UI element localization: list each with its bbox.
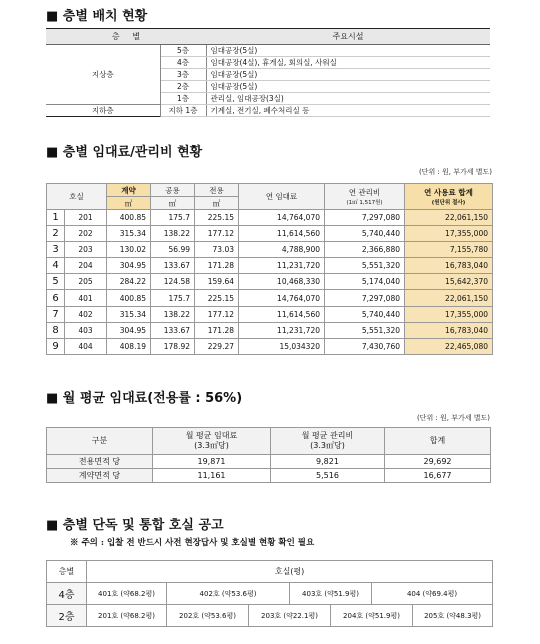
facility-cell: 관리실, 임대공장(3실): [206, 93, 490, 105]
facility-cell: 임대공장(5실): [206, 69, 490, 81]
floor-header: 층별: [47, 561, 87, 583]
total-cell: 16,677: [385, 469, 491, 483]
annual-rent-cell: 14,764,070: [239, 290, 325, 306]
common-area-cell: 175.7: [151, 210, 195, 226]
annual-mgmt-cell: 5,551,320: [325, 322, 405, 338]
row-index: 2: [47, 226, 65, 242]
unit-header: ㎡: [151, 197, 195, 210]
exclusive-area-cell: 177.12: [195, 226, 239, 242]
row-index: 5: [47, 274, 65, 290]
exclusive-area-cell: 225.15: [195, 210, 239, 226]
floor-cell: 3층: [160, 69, 206, 81]
common-header: 공용: [151, 184, 195, 197]
facility-cell: 임대공장(5실): [206, 81, 490, 93]
table-row: [47, 210, 493, 226]
floor-cell: 5층: [160, 45, 206, 57]
table-row: [47, 469, 491, 483]
table-row: [47, 338, 493, 354]
total-cell: 29,692: [385, 455, 491, 469]
exclusive-area-cell: 159.64: [195, 274, 239, 290]
room-cell: 201호 (약68.2평): [87, 605, 167, 627]
annual-total-cell: 15,642,370: [405, 274, 493, 290]
annual-total-cell: 22,061,150: [405, 210, 493, 226]
facility-header: 주요시설: [206, 29, 490, 45]
annual-total-cell: 16,783,040: [405, 258, 493, 274]
floor-cell: 2층: [160, 81, 206, 93]
rent-status-unit: (단위 : 원, 부가세 별도): [418, 168, 492, 176]
table-row: [47, 242, 493, 258]
room-notice-table: [46, 560, 493, 627]
room-cell: 403: [65, 322, 107, 338]
row-index: 1: [47, 210, 65, 226]
room-cell: 205: [65, 274, 107, 290]
basement-label: 지하층: [46, 105, 160, 117]
facility-cell: 임대공장(4실), 휴게실, 회의실, 사워실: [206, 57, 490, 69]
contract-area-cell: 315.34: [107, 306, 151, 322]
room-cell: 205호 (약48.3평): [413, 605, 493, 627]
contract-header: 계약: [107, 184, 151, 197]
monthly-rent-header: 월 평균 임대료 (3.3㎡당): [153, 428, 271, 455]
annual-rent-cell: 11,614,560: [239, 306, 325, 322]
annual-mgmt-cell: 7,297,080: [325, 210, 405, 226]
room-cell: 204호 (약51.9평): [331, 605, 413, 627]
room-cell: 202: [65, 226, 107, 242]
annual-mgmt-cell: 5,740,440: [325, 306, 405, 322]
unit-header: ㎡: [195, 197, 239, 210]
exclusive-header: 전용: [195, 184, 239, 197]
floor-layout-title: ■ 층별 배치 현황: [46, 9, 148, 24]
floor-cell: 2층: [47, 605, 87, 627]
rooms-header: 호실(평): [87, 561, 493, 583]
monthly-mgmt-header: 월 평균 관리비 (3.3㎡당): [271, 428, 385, 455]
common-area-cell: 138.22: [151, 306, 195, 322]
floor-cell: 1층: [160, 93, 206, 105]
room-cell: 403호 (약51.9평): [290, 583, 372, 605]
exclusive-area-cell: 171.28: [195, 322, 239, 338]
annual-rent-cell: 15,034320: [239, 338, 325, 354]
annual-total-header: 연 사용료 합계 (원단위 절사): [405, 184, 493, 210]
floor-header: 층 별: [46, 29, 206, 45]
annual-rent-cell: 10,468,330: [239, 274, 325, 290]
table-row: [47, 226, 493, 242]
table-row: [47, 583, 493, 605]
ground-floor-label: 지상층: [46, 45, 160, 105]
annual-rent-cell: 11,614,560: [239, 226, 325, 242]
common-area-cell: 133.67: [151, 322, 195, 338]
exclusive-area-cell: 229.27: [195, 338, 239, 354]
room-cell: 402호 (약53.6평): [167, 583, 290, 605]
row-index: 7: [47, 306, 65, 322]
rent-status-table: [46, 183, 493, 355]
common-area-cell: 175.7: [151, 290, 195, 306]
facility-cell: 기계실, 전기실, 폐수처리실 등: [206, 105, 490, 117]
room-header: 호실: [47, 184, 107, 210]
annual-total-cell: 16,783,040: [405, 322, 493, 338]
annual-total-cell: 22,061,150: [405, 290, 493, 306]
common-area-cell: 56.99: [151, 242, 195, 258]
mgmt-cell: 5,516: [271, 469, 385, 483]
room-cell: 204: [65, 258, 107, 274]
exclusive-area-cell: 73.03: [195, 242, 239, 258]
row-index: 6: [47, 290, 65, 306]
annual-mgmt-cell: 5,740,440: [325, 226, 405, 242]
floor-layout-table: [46, 28, 490, 117]
row-label: 계약면적 당: [47, 469, 153, 483]
annual-mgmt-header: 연 관리비 (1㎡ 1,517원): [325, 184, 405, 210]
annual-mgmt-cell: 7,430,760: [325, 338, 405, 354]
contract-area-cell: 130.02: [107, 242, 151, 258]
annual-mgmt-cell: 5,551,320: [325, 258, 405, 274]
exclusive-area-cell: 177.12: [195, 306, 239, 322]
monthly-rent-table: [46, 427, 491, 483]
common-area-cell: 124.58: [151, 274, 195, 290]
table-row: [47, 290, 493, 306]
row-index: 3: [47, 242, 65, 258]
annual-mgmt-cell: 7,297,080: [325, 290, 405, 306]
unit-header: ㎡: [107, 197, 151, 210]
room-cell: 203호 (약22.1평): [249, 605, 331, 627]
annual-rent-cell: 11,231,720: [239, 258, 325, 274]
floor-cell: 지하 1층: [160, 105, 206, 117]
caution-note: ※ 주의 : 입찰 전 반드시 사전 현장답사 및 호실별 현황 확인 필요: [70, 538, 315, 548]
annual-rent-cell: 4,788,900: [239, 242, 325, 258]
row-index: 9: [47, 338, 65, 354]
room-cell: 402: [65, 306, 107, 322]
room-notice-title: ■ 층별 단독 및 통합 호실 공고: [46, 518, 224, 533]
rent-cell: 11,161: [153, 469, 271, 483]
room-cell: 201: [65, 210, 107, 226]
exclusive-area-cell: 225.15: [195, 290, 239, 306]
room-cell: 401: [65, 290, 107, 306]
table-row: [47, 605, 493, 627]
sum-header: 합계: [385, 428, 491, 455]
room-cell: 202호 (약53.6평): [167, 605, 249, 627]
rent-status-title: ■ 층별 임대료/관리비 현황: [46, 145, 203, 160]
room-cell: 404: [65, 338, 107, 354]
contract-area-cell: 315.34: [107, 226, 151, 242]
annual-total-cell: 22,465,080: [405, 338, 493, 354]
table-row: [47, 322, 493, 338]
annual-total-cell: 7,155,780: [405, 242, 493, 258]
room-cell: 401호 (약68.2평): [87, 583, 167, 605]
monthly-rent-title: ■ 월 평균 임대료(전용률 : 56%): [46, 391, 243, 406]
contract-area-cell: 284.22: [107, 274, 151, 290]
annual-rent-cell: 11,231,720: [239, 322, 325, 338]
contract-area-cell: 304.95: [107, 322, 151, 338]
contract-area-cell: 304.95: [107, 258, 151, 274]
table-row: [47, 306, 493, 322]
type-header: 구분: [47, 428, 153, 455]
annual-total-cell: 17,355,000: [405, 306, 493, 322]
floor-cell: 4층: [47, 583, 87, 605]
facility-cell: 임대공장(5실): [206, 45, 490, 57]
annual-rent-header: 연 임대료: [239, 184, 325, 210]
contract-area-cell: 408.19: [107, 338, 151, 354]
contract-area-cell: 400.85: [107, 290, 151, 306]
row-index: 8: [47, 322, 65, 338]
row-label: 전용면적 당: [47, 455, 153, 469]
room-cell: 203: [65, 242, 107, 258]
annual-rent-cell: 14,764,070: [239, 210, 325, 226]
table-row: [47, 455, 491, 469]
common-area-cell: 138.22: [151, 226, 195, 242]
contract-area-cell: 400.85: [107, 210, 151, 226]
rent-cell: 19,871: [153, 455, 271, 469]
table-row: [47, 274, 493, 290]
row-index: 4: [47, 258, 65, 274]
room-cell: 404 (약69.4평): [372, 583, 493, 605]
annual-mgmt-cell: 2,366,880: [325, 242, 405, 258]
exclusive-area-cell: 171.28: [195, 258, 239, 274]
table-row: [47, 258, 493, 274]
annual-mgmt-cell: 5,174,040: [325, 274, 405, 290]
monthly-rent-unit: (단위 : 원, 부가세 별도): [416, 414, 490, 422]
floor-cell: 4층: [160, 57, 206, 69]
mgmt-cell: 9,821: [271, 455, 385, 469]
common-area-cell: 178.92: [151, 338, 195, 354]
annual-total-cell: 17,355,000: [405, 226, 493, 242]
common-area-cell: 133.67: [151, 258, 195, 274]
